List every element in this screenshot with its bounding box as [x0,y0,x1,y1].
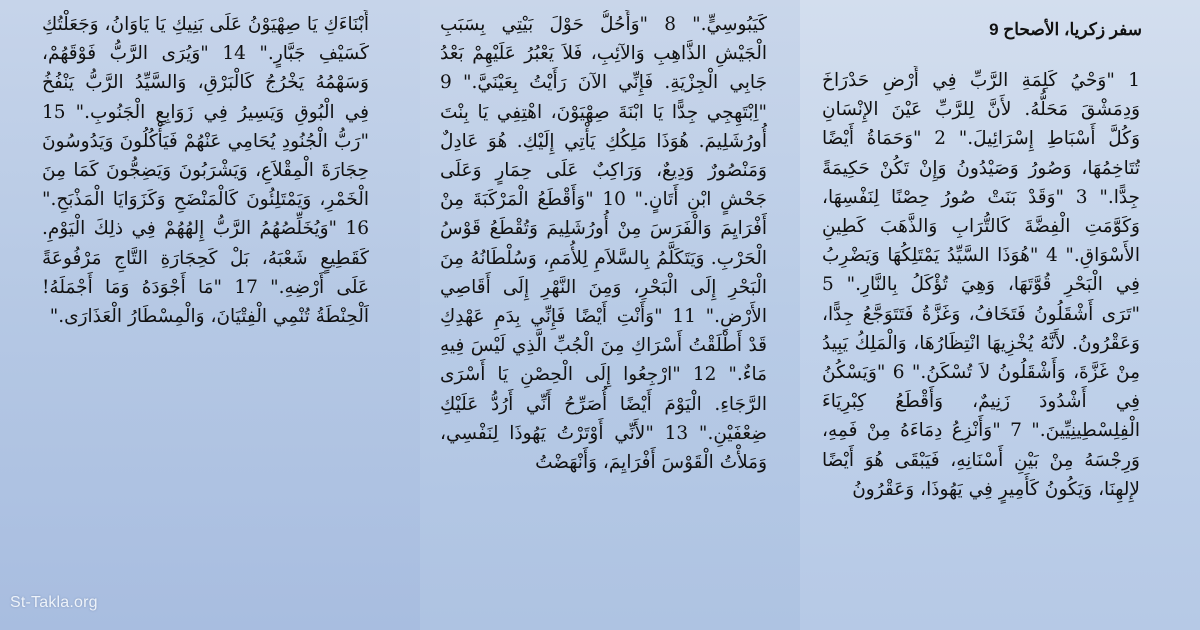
text-column-left: أَبْنَاءَكِ يَا صِهْيَوْنُ عَلَى بَنِيكِ يَا يَاوَانُ، وَجَعَلْتُكِ كَسَيْفِ جَبَّارٍ." 14 "وَيُرَى الرَّبُّ فَوْقَهُمْ، وَسَهْمُهُ يَخْرُجُ كَالْبَرْقِ، وَالسَّيِّدُ الرَّبُّ يَنْفُخُ فِي الْبُوقِ وَيَسِيرُ فِي زَوَابِعِ الْجَنُوبِ." 15 "رَبُّ الْجُنُودِ يُحَامِي عَنْهُمْ فَيَأْكُلُونَ وَيَدُوسُونَ حِجَارَةَ الْمِقْلاَعِ، وَيَشْرَبُونَ وَيَضِجُّونَ كَمَا مِنَ الْخَمْرِ، وَيَمْتَلِئُونَ كَالْمَنْضَحِ وَكَزَوَايَا الْمَذْبَحِ." 16 "وَيُخَلِّصُهُمُ الرَّبُّ إِلهُهُمْ فِي ذلِكَ الْيَوْمِ. كَقَطِيعٍ شَعْبَهُ، بَلْ كَحِجَارَةِ التَّاجِ مَرْفُوعَةً عَلَى أَرْضِهِ." 17 "مَا أَجْوَدَهُ وَمَا أَجْمَلَهُ! اَلْحِنْطَةُ تُنْمِي الْفِتْيَانَ، وَالْمِسْطَارُ الْعَذَارَى." [42,14,369,328]
text-column-middle: كَيَبُوسِيٍّ." 8 "وَأَحُلُّ حَوْلَ بَيْتِي بِسَبَبِ الْجَيْشِ الذَّاهِبِ وَالآئِبِ، فَلاَ يَعْبُرُ عَلَيْهِمْ بَعْدُ جَابِي الْجِزْيَةِ. فَإِنِّي الآنَ رَأَيْتُ بِعَيْنَيَّ." 9 "اِبْتَهِجِي جِدًّا يَا ابْنَةَ صِهْيَوْنَ، اهْتِفِي يَا بِنْتَ أُورُشَلِيمَ. هُوَذَا مَلِكُكِ يَأْتِي إِلَيْكِ. هُوَ عَادِلٌ وَمَنْصُورٌ وَدِيعٌ، وَرَاكِبٌ عَلَى حِمَارٍ وَعَلَى جَحْشٍ ابْنِ أَتَانٍ." 10 "وَأَقْطَعُ الْمَرْكَبَةَ مِنْ أَفْرَايِمَ وَالْفَرَسَ مِنْ أُورُشَلِيمَ وَتُقْطَعُ قَوْسُ الْحَرْبِ. وَيَتَكَلَّمُ بِالسَّلاَمِ لِلأُمَمِ، وَسُلْطَانُهُ مِنَ الْبَحْرِ إِلَى الْبَحْرِ، وَمِنَ النَّهْرِ إِلَى أَقَاصِي الأَرْضِ." 11 "وَأَنْتِ أَيْضًا فَإِنِّي بِدَمِ عَهْدِكِ قَدْ أَطْلَقْتُ أَسْرَاكِ مِنَ الْجُبِّ الَّذِي لَيْسَ فِيهِ مَاءٌ." 12 "ارْجِعُوا إِلَى الْحِصْنِ يَا أَسْرَى الرَّجَاءِ. الْيَوْمَ أَيْضًا أُصَرِّحُ أَنِّي أَرُدُّ عَلَيْكِ ضِعْفَيْنِ." 13 "لأَنِّي أَوْتَرْتُ يَهُوذَا لِنَفْسِي، وَمَلأْتُ الْقَوْسَ أَفْرَايِمَ، وَأَنْهَضْتُ [440,14,767,474]
text-column-right: 1 "وَحْيُ كَلِمَةِ الرَّبِّ فِي أَرْضِ حَدْرَاخَ وَدِمَشْقَ مَحَلُّهُ. لأَنَّ لِلرَّبِّ عَيْنَ الإِنْسَانِ وَكُلَّ أَسْبَاطِ إِسْرَائِيلَ." 2 "وَحَمَاةُ أَيْضًا تُتَاخِمُهَا، وَصُورُ وَصَيْدُونُ وَإِنْ تَكُنْ حَكِيمَةً جِدًّا." 3 "وَقَدْ بَنَتْ صُورُ حِصْنًا لِنَفْسِهَا، وَكَوَّمَتِ الْفِضَّةَ كَالتُّرَابِ وَالذَّهَبَ كَطِينِ الأَسْوَاقِ." 4 "هُوَذَا السَّيِّدُ يَمْتَلِكُهَا وَيَضْرِبُ فِي الْبَحْرِ قُوَّتَهَا، وَهِيَ تُؤْكَلُ بِالنَّارِ." 5 "تَرَى أَشْقَلُونُ فَتَخَافُ، وَغَزَّةُ فَتَتَوَجَّعُ جِدًّا، وَعَقْرُونُ. لأَنَّهُ يُخْزِيهَا انْتِظَارُهَا، وَالْمَلِكُ يَبِيدُ مِنْ غَزَّةَ، وَأَشْقَلُونُ لاَ تُسْكَنُ." 6 "وَيَسْكُنُ فِي أَشْدُودَ زَنِيمٌ، وَأَقْطَعُ كِبْرِيَاءَ الْفِلِسْطِينِيِّينَ." 7 "وَأَنْزِعُ دِمَاءَهُ مِنْ فَمِهِ، وَرِجْسَهُ مِنْ بَيْنِ أَسْنَانِهِ، فَيَبْقَى هُوَ أَيْضًا لإِلهِنَا، وَيَكُونُ كَأَمِيرٍ فِي يَهُوذَا، وَعَقْرُونُ [822,70,1140,500]
chapter-title: سفر زكريا، الأصحاح 9 [989,20,1142,39]
site-watermark: St-Takla.org [10,594,98,611]
